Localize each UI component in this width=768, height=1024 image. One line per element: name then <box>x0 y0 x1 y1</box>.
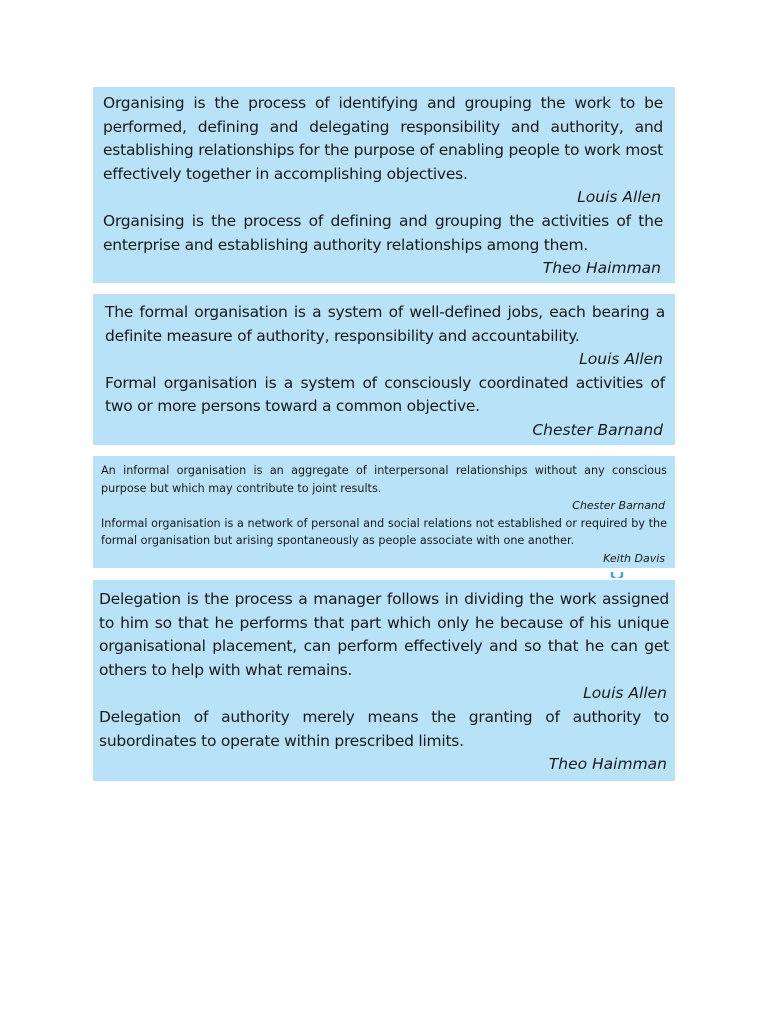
delegation-definition-louis-allen: Delegation is the process a manager follows in dividing the work assigned to him so that he performs that part which only he because of his unique organisational placement, can perform effectively and so that he can get others to help with what remains. <box>99 590 669 679</box>
author-keith-davis: Keith Davis <box>603 551 665 565</box>
definition-box-organising <box>93 87 675 283</box>
formal-organisation-definition-louis-allen: The formal organisation is a system of well-defined jobs, each bearing a definite measure of authority, responsibility and accountability. <box>105 303 665 345</box>
author-chester-barnand: Chester Barnand <box>572 499 665 512</box>
formal-organisation-definition-chester-barnand: Formal organisation is a system of consciously coordinated activities of two or more persons toward a common objective. <box>105 373 665 416</box>
author-louis-allen: Louis Allen <box>577 188 661 207</box>
informal-organisation-definition-chester-barnand: An informal organisation is an aggregate of interpersonal relationships without any conscious purpose but which may contribute to joint results. <box>101 464 667 495</box>
informal-organisation-definition-keith-davis: Informal organisation is a network of personal and social relations not established or required by the formal organisation but arising spontaneously as people associate with one another. <box>101 516 667 547</box>
author-louis-allen: Louis Allen <box>579 350 663 369</box>
author-theo-haimman: Theo Haimman <box>548 755 667 774</box>
cropped-heading-fragment <box>624 449 636 455</box>
delegation-definition-theo-haimman: Delegation of authority merely means the granting of authority to subordinates to operate within prescribed limits. <box>99 707 669 750</box>
cropped-heading-fragment <box>206 286 220 292</box>
definition-box-formal-organisation <box>93 294 675 445</box>
organising-definition-theo-haimman: Organising is the process of defining and grouping the activities of the enterprise and establishing authority relationships among them. <box>103 211 663 254</box>
definition-box-delegation <box>93 580 675 781</box>
organising-definition-louis-allen: Organising is the process of identifying and grouping the work to be performed, defining and delegating responsibility and authority, and establishing relationships for the purpose of enabling people to work most effectively together in accomplishing objectives. <box>103 94 663 183</box>
definition-box-informal-organisation <box>93 456 675 568</box>
author-theo-haimman: Theo Haimman <box>542 259 661 278</box>
cropped-heading-fragment <box>610 568 624 578</box>
author-louis-allen: Louis Allen <box>583 684 667 703</box>
author-chester-barnand: Chester Barnand <box>532 420 663 439</box>
